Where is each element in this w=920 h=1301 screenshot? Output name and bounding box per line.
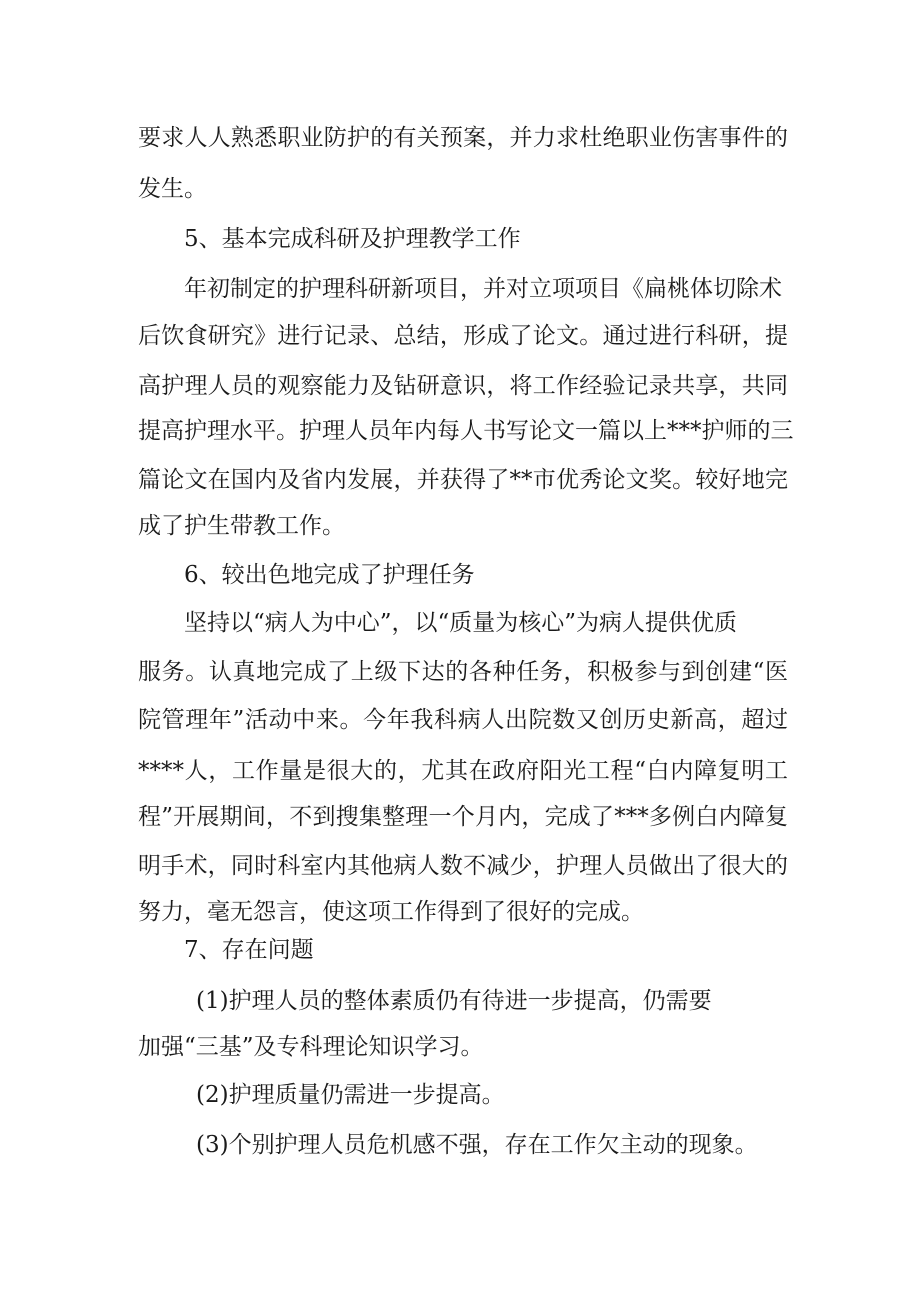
body-text-line: 提高护理水平。护理人员年内每人书写论文一篇以上***护师的三	[138, 418, 794, 444]
body-text-line: 院管理年”活动中来。今年我科病人出院数又创历史新高，超过	[138, 707, 788, 733]
body-text-line: 明手术，同时科室内其他病人数不减少，护理人员做出了很大的	[138, 853, 788, 879]
body-text-line: 篇论文在国内及省内发展，并获得了**市优秀论文奖。较好地完	[138, 467, 788, 493]
list-item-1: (1)护理人员的整体素质仍有待进一步提高，仍需要	[196, 988, 712, 1014]
list-item-2: (2)护理质量仍需进一步提高。	[196, 1082, 505, 1108]
list-item-3: (3)个别护理人员危机感不强，存在工作欠主动的现象。	[196, 1132, 758, 1158]
section-heading-7: 7、存在问题	[184, 937, 314, 963]
body-text-line: 成了护生带教工作。	[138, 513, 345, 539]
body-text-line: 坚持以“病人为中心”，以“质量为核心”为病人提供优质	[184, 610, 738, 636]
body-text-line: 高护理人员的观察能力及钻研意识，将工作经验记录共享，共同	[138, 373, 788, 399]
list-item-1-continued: 加强“三基”及专科理论知识学习。	[138, 1034, 484, 1060]
body-text-line: 年初制定的护理科研新项目，并对立项项目《扁桃体切除术	[184, 276, 782, 302]
body-text-line: 程”开展期间，不到搜集整理一个月内，完成了***多例白内障复	[138, 804, 788, 830]
body-text-line: 服务。认真地完成了上级下达的各种任务，积极参与到创建“医	[138, 659, 788, 685]
body-text-line: 发生。	[138, 176, 207, 202]
body-text-line: ****人，工作量是很大的，尤其在政府阳光工程“白内障复明工	[138, 758, 788, 784]
body-text-line: 后饮食研究》进行记录、总结，形成了论文。通过进行科研，提	[138, 323, 788, 349]
body-text-line: 努力，毫无怨言，使这项工作得到了很好的完成。	[138, 899, 644, 925]
section-heading-5: 5、基本完成科研及护理教学工作	[184, 226, 521, 252]
body-text-line: 要求人人熟悉职业防护的有关预案，并力求杜绝职业伤害事件的	[138, 125, 788, 151]
section-heading-6: 6、较出色地完成了护理任务	[184, 562, 475, 588]
